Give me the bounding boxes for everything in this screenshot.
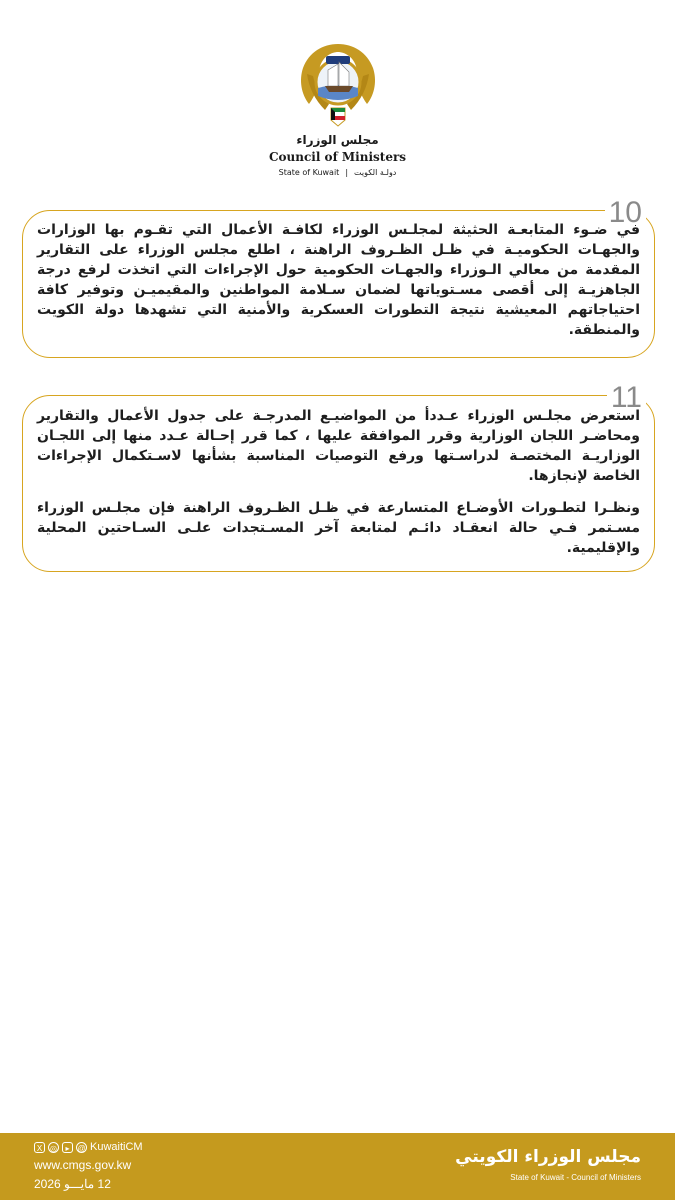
footer-org-english: State of Kuwait - Council of Ministers xyxy=(510,1173,641,1182)
youtube-icon[interactable]: ▸ xyxy=(62,1142,73,1153)
social-links xyxy=(34,1141,143,1153)
item-paragraph: في ضـوء المتابعـة الحثيثة لمجلـس الوزراء لكافـة الأعمال التي تقـوم بها الوزارات والجهـات الحكوميـة في ظـل الظـروف الراهنة ، اطلع مجلس الوزراء على التقارير المقدمة من معالي الـوزراء والجهـات الحكومية حول الإجراءات التي اتخذت لرفع درجة الجاهزيـة إلى أقصى مسـتوياتها لضمان سـلامة المواطنين والمقيميـن وتوفير كافة احتياجاتهم المعيشية نتيجة التطورات العسكرية والأمنية التي تشهدها دولة الكويت والمنطقة. xyxy=(37,222,640,338)
item-body xyxy=(37,220,640,352)
item-card-10 xyxy=(22,196,655,358)
item-paragraph: ونظـرا لتطـورات الأوضـاع المتسارعة في ظـل الظـروف الراهنة فإن مجلـس الوزراء مسـتمر فـي حالة انعقـاد دائـم لمتابعة آخر المسـتجدات علـى السـاحتين المحلية والإقليمية. xyxy=(37,500,640,556)
header xyxy=(0,0,675,190)
item-number: 11 xyxy=(607,382,646,414)
instagram-icon[interactable]: ◎ xyxy=(48,1142,59,1153)
item-paragraph: استعرض مجلـس الوزراء عـددأ من المواضيـع المدرجـة على جدول الأعمال والتقارير ومحاضـر اللجان الوزارية وقرر الموافقة عليها ، كما قرر إحـالة عـدد منها إلى اللجـان الوزاريـة المختصـة لدراسـتها ورفع التوصيات المناسبة بشأنها لاسـتكمال الإجراءات الخاصة لإنجازها. xyxy=(37,408,640,484)
threads-icon[interactable]: @ xyxy=(77,1143,86,1153)
x-icon[interactable]: X xyxy=(34,1142,45,1153)
state-name-english: State of Kuwait xyxy=(278,168,340,177)
subtitle-separator: | xyxy=(345,168,349,177)
kuwait-emblem-logo xyxy=(295,38,381,130)
social-handle[interactable]: KuwaitiCM xyxy=(90,1141,143,1153)
header-title-arabic: مجلس الوزراء xyxy=(296,133,379,147)
item-body xyxy=(37,406,640,570)
item-card-11 xyxy=(22,381,655,572)
header-subtitle xyxy=(0,168,675,177)
footer-org-arabic: مجلس الوزراء الكويتي xyxy=(455,1147,641,1167)
state-name-arabic: دولـة الكويت xyxy=(354,168,397,177)
publish-date: 12 مايـــو 2026 xyxy=(34,1177,111,1191)
footer-bar xyxy=(0,1133,675,1200)
website-link[interactable]: www.cmgs.gov.kw xyxy=(34,1158,132,1172)
item-number: 10 xyxy=(605,197,646,229)
header-title-english: Council of Ministers xyxy=(268,150,407,164)
